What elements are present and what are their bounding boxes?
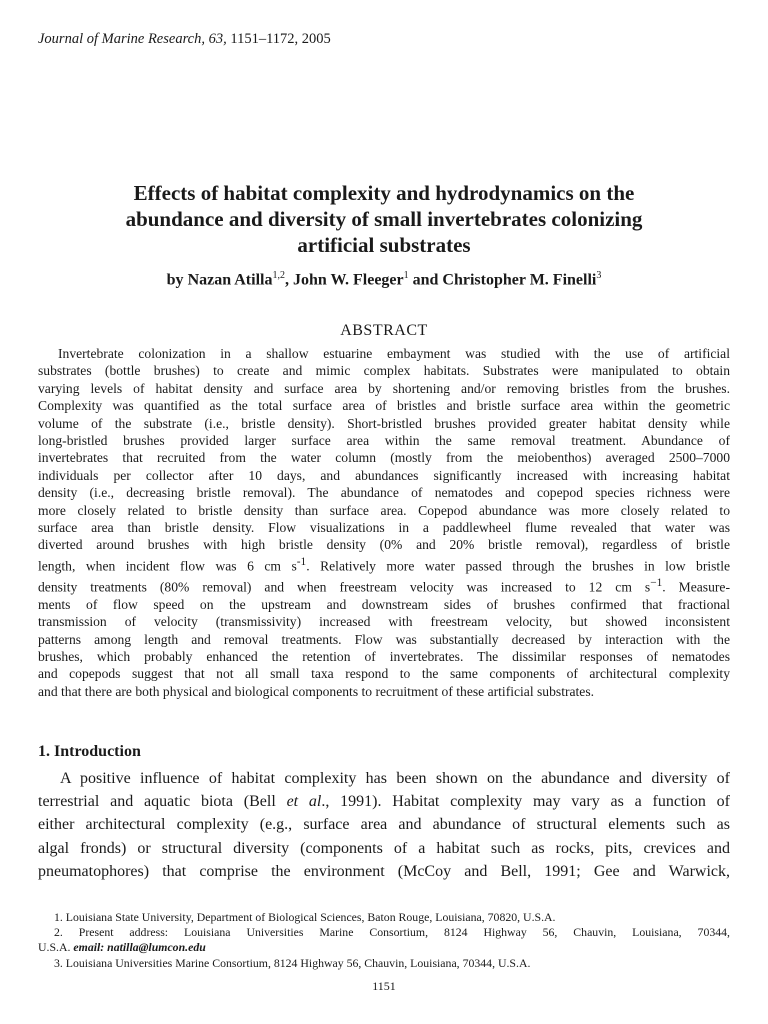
abstract-body [38, 345, 730, 700]
author-byline [0, 270, 768, 289]
intro-line: either architectural complexity (e.g., surface area and abundance of structural elements such as [38, 816, 730, 834]
page-number: 1151 [372, 979, 396, 993]
author-name: Christopher M. Finelli [442, 271, 597, 289]
intro-text: ., 1991). Habitat complexity may vary as a function of [321, 793, 730, 811]
abstract-line: brushes, which probably enhanced the retention of invertebrates. The dissimilar responses of nematodes [38, 648, 730, 664]
abstract-line: density (i.e., decreasing bristle removal). The abundance of nematodes and copepod species richness were [38, 485, 730, 501]
unit-exponent: −1 [650, 576, 663, 589]
abstract-line: diverted around brushes with high bristle density (0% and 20% bristle removal), regardless of bristle [38, 537, 730, 553]
journal-name: Journal of Marine Research, 63, [38, 31, 227, 47]
title-line: Effects of habitat complexity and hydrodynamics on the [133, 181, 635, 205]
abstract-line: Complexity was quantified as the total surface area of bristles and bristle surface area within the geometric [38, 398, 730, 414]
citation-et-al: et al [286, 793, 322, 811]
author-name: Nazan Atilla [187, 271, 273, 289]
footnote-text: U.S.A. [38, 940, 74, 955]
journal-citation [38, 31, 331, 48]
abstract-line: long-bristled brushes provided larger surface area within the same removal treatment. Abundance of [38, 433, 730, 449]
abstract-text: . Relatively more water passed through the brushes in low bristle [306, 558, 730, 574]
abstract-line: patterns among length and removal treatments. Flow was substantially decreased by interaction with the [38, 631, 730, 647]
abstract-line: volume of the substrate (i.e., bristle density). Short-bristled brushes provided greater habitat density while [38, 415, 730, 431]
author-name: John W. Fleeger [292, 271, 404, 289]
abstract-text: . Measure- [662, 579, 730, 595]
abstract-line: varying levels of habitat density and surface area by shortening and/or removing bristles from the brushes. [38, 380, 730, 396]
journal-pages: 1151–1172, 2005 [226, 31, 331, 47]
byline-separator: and [408, 271, 443, 289]
footnote-2: 2. Present address: Louisiana Universities Marine Consortium, 8124 Highway 56, Chauvin, Louisiana, 70344, [54, 925, 730, 940]
abstract-line [38, 554, 730, 575]
unit-exponent: -1 [296, 555, 307, 568]
title-line: artificial substrates [297, 233, 471, 257]
author-email: email: natilla@lumcon.edu [73, 940, 206, 955]
byline-prefix: by [166, 271, 188, 289]
abstract-line [38, 575, 730, 596]
abstract-text: length, when incident flow was 6 cm s [38, 558, 297, 574]
intro-line: pneumatophores) that comprise the environment (McCoy and Bell, 1991; Gee and Warwick, [38, 862, 730, 880]
abstract-line: ments of flow speed on the upstream and downstream sides of brushes confirmed that fractional [38, 596, 730, 612]
abstract-line: and that there are both physical and biological components to recruitment of these artificial substrates. [38, 683, 595, 699]
intro-line [38, 790, 730, 813]
byline-separator: , [284, 271, 293, 289]
abstract-line: surface area than bristle density. Flow visualizations in a paddlewheel flume revealed that water was [38, 520, 730, 536]
intro-line: A positive influence of habitat complexity has been shown on the abundance and diversity of [60, 770, 730, 787]
abstract-line: Invertebrate colonization in a shallow estuarine embayment was studied with the use of artificial [58, 346, 730, 361]
abstract-line: substrates (bottle brushes) to create and mimic complex habitats. Substrates were manipulated to obtain [38, 363, 730, 379]
affiliation-marker: 1 [403, 270, 409, 281]
affiliation-marker: 3 [596, 270, 602, 281]
footnote-1: 1. Louisiana State University, Department of Biological Sciences, Baton Rouge, Louisiana, 70820, U.S.A. [54, 910, 556, 924]
abstract-line: and copepods suggest that not all small taxa respond to the same components of architectural complexity [38, 666, 730, 682]
title-line: abundance and diversity of small invertebrates colonizing [125, 207, 643, 231]
abstract-text: density treatments (80% removal) and when freestream velocity was increased to 12 cm s [38, 579, 651, 595]
abstract-line: invertebrates that recruited from the water column (mostly from the meiobenthos) averaged 2500–7000 [38, 450, 730, 466]
affiliation-marker: 1,2 [272, 270, 285, 281]
abstract-line: more closely related to bristle density than surface area. Copepod abundance was more closely related to [38, 502, 730, 518]
section-heading-introduction: 1. Introduction [38, 743, 141, 760]
abstract-line: transmission of velocity (transmissivity) increased with freestream velocity, but showed inconsistent [38, 614, 730, 630]
intro-line: algal fronds) or structural diversity (components of a habitat such as rocks, pits, crevices and [38, 839, 730, 857]
footnote-3: 3. Louisiana Universities Marine Consortium, 8124 Highway 56, Chauvin, Louisiana, 70344, U.S.A. [54, 955, 531, 970]
footnote-2-continued [38, 940, 730, 955]
article-title [0, 180, 768, 258]
intro-text: terrestrial and aquatic biota (Bell [38, 793, 287, 811]
footnotes [38, 910, 730, 971]
abstract-heading: ABSTRACT [340, 322, 428, 339]
abstract-line: individuals per collector after 10 days, and abundances significantly increased with increasing habitat [38, 467, 730, 483]
introduction-body [38, 767, 730, 883]
